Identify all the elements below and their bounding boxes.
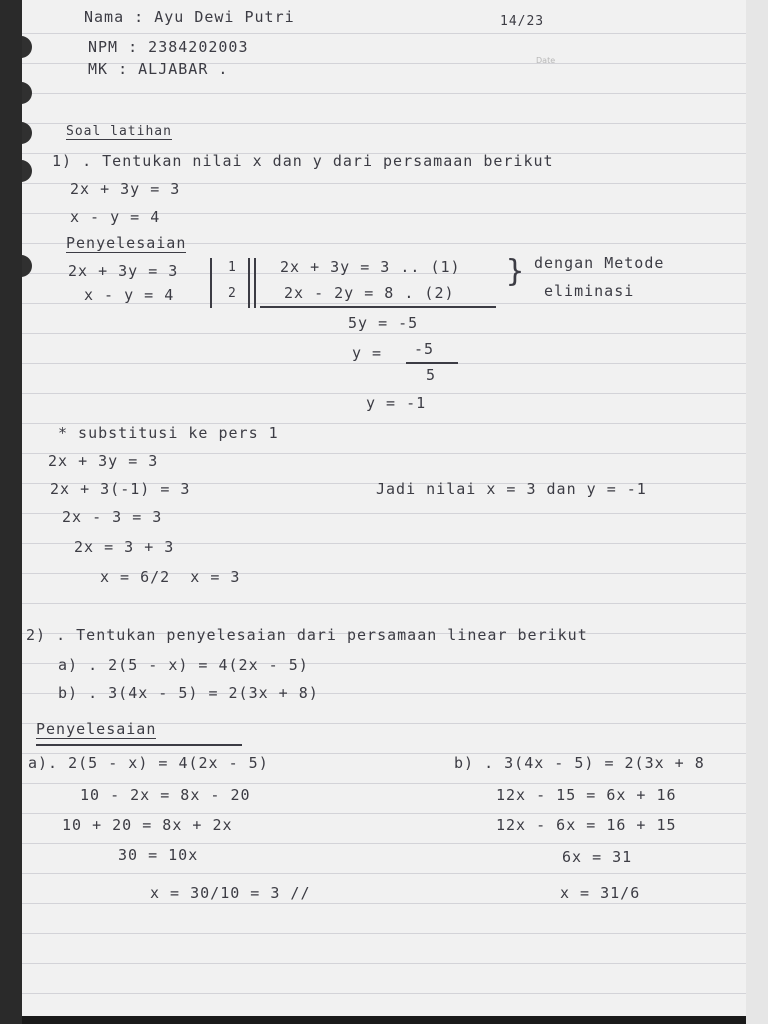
a-line-2: 10 - 2x = 8x - 20	[80, 786, 251, 804]
q1-penyelesaian: Penyelesaian	[66, 234, 187, 252]
binder-hole	[22, 82, 32, 104]
method-line1: dengan Metode	[534, 254, 665, 272]
b-line-2: 12x - 15 = 6x + 16	[496, 786, 677, 804]
elim-eq1: 2x + 3y = 3 .. (1)	[280, 258, 461, 276]
fraction-line	[406, 362, 458, 364]
a-line-5: x = 30/10 = 3 //	[150, 884, 311, 902]
divider-line	[210, 258, 212, 308]
subst-title: * substitusi ke pers 1	[58, 424, 279, 442]
binder-hole	[22, 36, 32, 58]
q1-prompt: 1) . Tentukan nilai x dan y dari persamaan berikut	[52, 152, 554, 170]
section-title: Soal latihan	[66, 124, 172, 139]
step-y-label: y =	[352, 344, 383, 362]
date-label: Date	[536, 56, 556, 65]
header-mk: MK : ALJABAR .	[88, 60, 229, 78]
divider-line	[248, 258, 250, 308]
underline	[36, 744, 242, 746]
b-line-3: 12x - 6x = 16 + 15	[496, 816, 677, 834]
q1-conclusion: Jadi nilai x = 3 dan y = -1	[376, 480, 647, 498]
q1-left-eq1: 2x + 3y = 3	[68, 262, 179, 280]
binder-hole	[22, 255, 32, 277]
step-5y: 5y = -5	[348, 314, 419, 332]
step-fraction-num: -5	[414, 340, 435, 358]
q1-eq2: x - y = 4	[70, 208, 161, 226]
notebook-page	[22, 0, 746, 1016]
b-line-5: x = 31/6	[560, 884, 641, 902]
a-line-3: 10 + 20 = 8x + 2x	[62, 816, 233, 834]
page-bottom-edge	[22, 1016, 746, 1024]
page-edge	[746, 0, 768, 1024]
header-npm: NPM : 2384202003	[88, 38, 249, 56]
multiplier-1: 1	[228, 260, 237, 275]
binder-hole	[22, 160, 32, 182]
q1-eq1: 2x + 3y = 3	[70, 180, 181, 198]
sub-line-5: x = 6/2 x = 3	[100, 568, 241, 586]
q1-left-eq2: x - y = 4	[84, 286, 175, 304]
q2-prompt: 2) . Tentukan penyelesaian dari persamaan linear berikut	[26, 626, 588, 644]
q2-a: a) . 2(5 - x) = 4(2x - 5)	[58, 656, 309, 674]
elim-eq2: 2x - 2y = 8 . (2)	[284, 284, 455, 302]
brace: }	[506, 254, 526, 289]
sub-line-1: 2x + 3y = 3	[48, 452, 159, 470]
sub-line-2: 2x + 3(-1) = 3	[50, 480, 191, 498]
step-y-result: y = -1	[366, 394, 427, 412]
method-line2: eliminasi	[544, 282, 635, 300]
sub-line-3: 2x - 3 = 3	[62, 508, 163, 526]
b-line-4: 6x = 31	[562, 848, 633, 866]
b-line-1: b) . 3(4x - 5) = 2(3x + 8	[454, 754, 705, 772]
subtraction-line	[260, 306, 496, 308]
q2-penyelesaian: Penyelesaian	[36, 720, 157, 738]
multiplier-2: 2	[228, 286, 237, 301]
q2-b: b) . 3(4x - 5) = 2(3x + 8)	[58, 684, 319, 702]
header-nama: Nama : Ayu Dewi Putri	[84, 8, 295, 26]
divider-line	[254, 258, 256, 308]
a-line-1: a). 2(5 - x) = 4(2x - 5)	[28, 754, 269, 772]
sub-line-4: 2x = 3 + 3	[74, 538, 175, 556]
page-date: 14/23	[500, 14, 545, 29]
step-fraction-den: 5	[426, 366, 437, 384]
binder-hole	[22, 122, 32, 144]
a-line-4: 30 = 10x	[118, 846, 199, 864]
